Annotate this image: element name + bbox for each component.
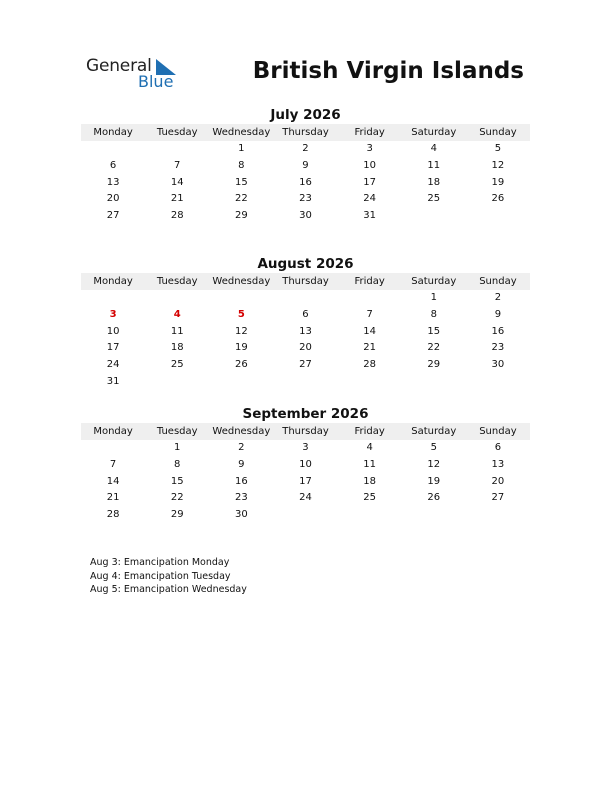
day-cell: 26 — [491, 193, 505, 205]
day-cell: 11 — [363, 458, 376, 470]
weekday-label: Thursday — [282, 127, 329, 138]
day-cell: 20 — [299, 342, 312, 354]
week-row — [81, 357, 530, 374]
day-cell: 5 — [430, 442, 437, 453]
week-row — [81, 440, 530, 457]
day-cell — [209, 374, 273, 391]
weekday-label: Friday — [354, 426, 385, 437]
day-cell: 16 — [234, 475, 248, 487]
day-cell: 16 — [299, 176, 312, 188]
day-cell: 2 — [302, 143, 309, 154]
day-cell: 14 — [363, 325, 376, 337]
holiday-list — [90, 556, 247, 597]
day-cell: 9 — [302, 159, 309, 171]
day-cell: 7 — [109, 458, 117, 470]
weekday-label: Thursday — [282, 276, 329, 287]
week-row — [81, 374, 530, 391]
day-cell: 4 — [366, 442, 373, 453]
weekday-label: Thursday — [282, 426, 329, 437]
week-row — [81, 307, 530, 324]
weekday-label: Wednesday — [212, 426, 271, 437]
day-cell: 11 — [427, 159, 441, 171]
weekday-label: Wednesday — [212, 127, 271, 138]
week-row — [81, 474, 530, 491]
day-cell: 20 — [106, 193, 120, 205]
holiday-day-cell: 5 — [237, 308, 245, 320]
day-cell: 14 — [106, 475, 120, 487]
month-july — [81, 106, 530, 225]
holiday-day-cell: 3 — [109, 308, 117, 320]
day-cell — [145, 141, 209, 158]
week-row — [81, 158, 530, 175]
day-cell: 8 — [238, 159, 245, 171]
weekday-label: Saturday — [411, 426, 457, 437]
day-cell — [81, 290, 145, 307]
day-cell — [466, 507, 530, 524]
day-cell: 12 — [234, 325, 248, 337]
day-cell: 3 — [366, 143, 373, 154]
day-cell: 1 — [174, 442, 181, 453]
day-cell: 21 — [106, 492, 120, 504]
weekday-header — [81, 423, 530, 440]
day-cell: 17 — [299, 475, 312, 487]
day-cell: 31 — [363, 210, 376, 222]
day-cell: 23 — [299, 193, 312, 205]
day-cell: 15 — [234, 176, 248, 188]
holiday-note: Aug 3: Emancipation Monday — [90, 557, 230, 568]
day-cell: 18 — [363, 475, 376, 487]
holiday-day-cell: 4 — [173, 308, 181, 320]
day-cell: 12 — [427, 458, 441, 470]
day-cell: 25 — [170, 359, 184, 371]
day-cell: 16 — [491, 325, 505, 337]
day-cell: 15 — [170, 475, 184, 487]
weekday-label: Sunday — [479, 276, 517, 287]
day-cell: 23 — [234, 492, 248, 504]
day-cell: 19 — [491, 176, 505, 188]
day-cell: 21 — [363, 342, 376, 354]
day-cell — [402, 208, 466, 225]
day-cell: 8 — [430, 308, 437, 320]
logo-blue-text: Blue — [138, 72, 174, 91]
day-cell: 24 — [106, 359, 120, 371]
day-cell — [145, 290, 209, 307]
day-cell: 10 — [299, 458, 312, 470]
day-cell: 9 — [238, 458, 245, 470]
day-cell: 14 — [170, 176, 184, 188]
day-cell: 1 — [430, 292, 437, 303]
day-cell: 15 — [427, 325, 441, 337]
day-cell: 28 — [170, 210, 184, 222]
day-cell: 24 — [363, 193, 376, 205]
day-cell — [466, 208, 530, 225]
month-title: August 2026 — [257, 256, 354, 272]
weekday-label: Monday — [93, 276, 133, 287]
day-cell: 25 — [363, 492, 376, 504]
country-title: British Virgin Islands — [252, 58, 524, 84]
day-cell: 3 — [302, 442, 309, 453]
day-cell: 28 — [106, 509, 120, 521]
day-cell — [338, 290, 402, 307]
day-cell — [273, 507, 337, 524]
day-cell: 5 — [494, 143, 502, 154]
day-cell: 11 — [170, 325, 184, 337]
day-cell: 31 — [106, 375, 120, 387]
day-cell: 29 — [170, 509, 184, 521]
day-cell: 20 — [491, 475, 505, 487]
day-cell: 2 — [494, 292, 502, 303]
day-cell: 19 — [427, 475, 441, 487]
weekday-label: Saturday — [411, 276, 457, 287]
day-cell — [466, 374, 530, 391]
month-title: July 2026 — [270, 107, 341, 123]
day-cell: 21 — [170, 193, 184, 205]
day-cell — [273, 290, 337, 307]
day-cell — [145, 374, 209, 391]
day-cell: 6 — [109, 159, 117, 171]
day-cell: 30 — [299, 210, 312, 222]
day-cell: 13 — [106, 176, 120, 188]
day-cell — [81, 440, 145, 457]
logo-general-text: General — [86, 56, 152, 76]
week-row — [81, 290, 530, 307]
day-cell: 30 — [234, 509, 248, 521]
day-cell: 27 — [106, 210, 120, 222]
day-cell: 24 — [299, 492, 312, 504]
day-cell: 17 — [106, 342, 120, 354]
day-cell: 7 — [174, 159, 181, 171]
day-cell: 29 — [427, 359, 441, 371]
day-cell: 18 — [427, 176, 441, 188]
month-title: September 2026 — [242, 406, 369, 422]
week-row — [81, 324, 530, 341]
week-row — [81, 141, 530, 158]
day-cell: 9 — [494, 308, 502, 320]
day-cell: 28 — [363, 359, 376, 371]
generalblue-logo — [86, 56, 186, 92]
day-cell: 6 — [494, 442, 502, 453]
week-row — [81, 208, 530, 225]
weekday-header — [81, 273, 530, 290]
day-cell: 8 — [174, 458, 181, 470]
day-cell — [338, 374, 402, 391]
day-cell — [273, 374, 337, 391]
month-august — [81, 255, 530, 391]
weekday-label: Wednesday — [212, 276, 271, 287]
day-cell: 25 — [427, 193, 441, 205]
day-cell: 19 — [234, 342, 248, 354]
day-cell: 18 — [170, 342, 184, 354]
weekday-label: Monday — [93, 426, 133, 437]
weekday-label: Monday — [93, 127, 133, 138]
day-cell: 6 — [302, 308, 309, 320]
day-cell — [338, 507, 402, 524]
day-cell: 7 — [366, 308, 373, 320]
holiday-note: Aug 4: Emancipation Tuesday — [90, 570, 231, 582]
week-row — [81, 175, 530, 192]
day-cell: 27 — [299, 359, 312, 371]
weekday-label: Saturday — [411, 127, 457, 138]
day-cell — [402, 374, 466, 391]
weekday-label: Tuesday — [156, 426, 198, 437]
weekday-header — [81, 124, 530, 141]
week-row — [81, 490, 530, 507]
holiday-note: Aug 5: Emancipation Wednesday — [90, 584, 247, 595]
day-cell: 1 — [238, 143, 245, 154]
day-cell: 12 — [491, 159, 505, 171]
day-cell: 26 — [427, 492, 441, 504]
weekday-label: Tuesday — [156, 276, 198, 287]
day-cell: 26 — [234, 359, 248, 371]
day-cell: 10 — [106, 325, 120, 337]
day-cell: 22 — [170, 492, 184, 504]
day-cell — [402, 507, 466, 524]
weekday-label: Sunday — [479, 127, 517, 138]
day-cell: 29 — [234, 210, 248, 222]
week-row — [81, 191, 530, 208]
day-cell: 10 — [363, 159, 376, 171]
day-cell: 17 — [363, 176, 376, 188]
day-cell: 30 — [491, 359, 505, 371]
weekday-label: Tuesday — [156, 127, 198, 138]
day-cell: 2 — [238, 442, 245, 453]
day-cell: 13 — [299, 325, 312, 337]
month-september — [81, 405, 530, 524]
day-cell: 23 — [491, 342, 505, 354]
day-cell: 4 — [430, 143, 437, 154]
weekday-label: Friday — [354, 276, 385, 287]
week-row — [81, 457, 530, 474]
day-cell: 27 — [491, 492, 505, 504]
weekday-label: Friday — [354, 127, 385, 138]
day-cell: 22 — [234, 193, 248, 205]
week-row — [81, 340, 530, 357]
day-cell: 13 — [491, 458, 505, 470]
day-cell: 22 — [427, 342, 441, 354]
weekday-label: Sunday — [479, 426, 517, 437]
day-cell — [209, 290, 273, 307]
week-row — [81, 507, 530, 524]
day-cell — [81, 141, 145, 158]
